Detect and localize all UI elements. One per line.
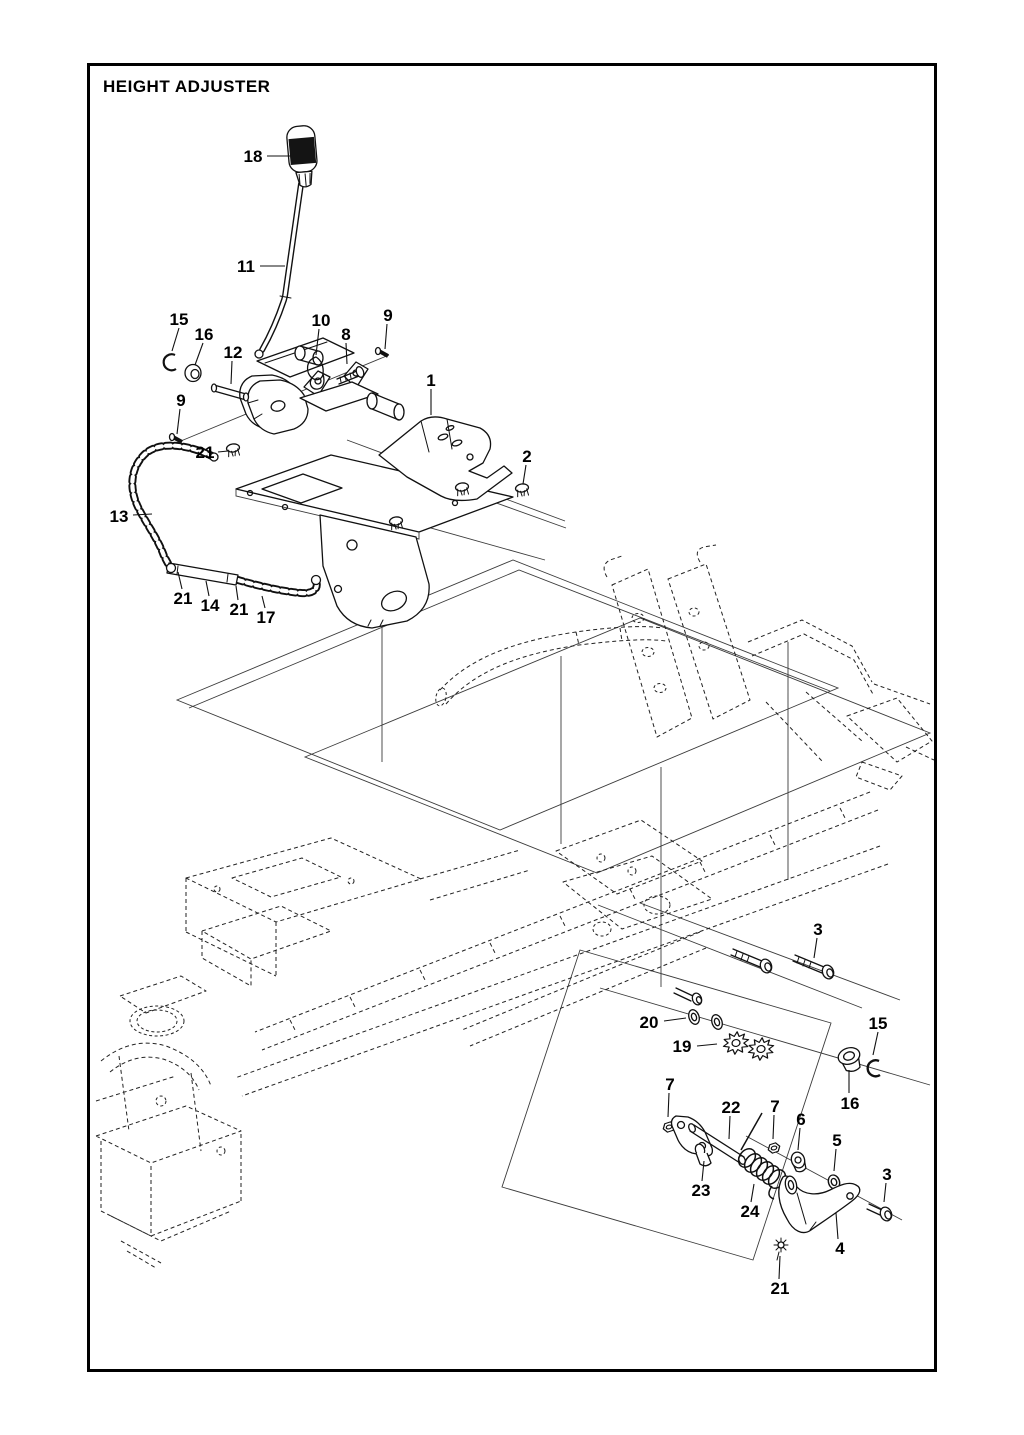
steering-tube	[440, 627, 666, 704]
callout-label-16: 16	[194, 325, 214, 344]
callout-leader-15	[172, 328, 179, 351]
callout-leader-5	[834, 1149, 836, 1171]
callout-label-21: 21	[195, 443, 215, 462]
callout-leader-17	[262, 596, 265, 608]
callout-leader-9	[177, 409, 180, 434]
callout-label-18: 18	[243, 147, 263, 166]
callout-label-17: 17	[256, 608, 276, 627]
callout-label-24: 24	[740, 1202, 760, 1221]
callout-label-9: 9	[383, 306, 393, 325]
fastener-axis-group	[674, 949, 880, 1076]
callout-label-5: 5	[832, 1131, 842, 1150]
callout-label-2: 2	[522, 447, 532, 466]
callout-leader-16	[195, 343, 203, 365]
callout-label-21: 21	[229, 600, 249, 619]
callout-label-15: 15	[868, 1014, 888, 1033]
callout-label-13: 13	[109, 507, 129, 526]
callout-leader-21	[779, 1256, 780, 1279]
callout-leader-13	[133, 514, 152, 515]
callout-label-23: 23	[691, 1181, 711, 1200]
bolt-3	[731, 949, 762, 967]
callout-label-7: 7	[770, 1097, 780, 1116]
page-border	[89, 65, 936, 1371]
star-washer-19	[721, 1029, 752, 1056]
callout-label-3: 3	[882, 1165, 892, 1184]
callout-leader-19	[697, 1044, 717, 1046]
clip-21	[774, 1238, 788, 1260]
callout-leader-21	[236, 586, 238, 600]
callout-label-8: 8	[341, 325, 351, 344]
callout-leader-3	[884, 1183, 886, 1202]
callout-label-4: 4	[835, 1239, 845, 1258]
page-title: HEIGHT ADJUSTER	[103, 77, 271, 96]
callout-leader-20	[664, 1018, 686, 1021]
nut-2	[515, 483, 530, 497]
callout-leader-7	[668, 1093, 669, 1117]
callout-leader-8	[346, 343, 347, 364]
callout-leader-4	[836, 1213, 838, 1239]
callout-label-16: 16	[840, 1094, 860, 1113]
knob-18	[286, 125, 319, 188]
callout-leader-15	[873, 1032, 878, 1055]
flange-bolt	[674, 988, 693, 1001]
callout-label-10: 10	[311, 311, 331, 330]
callout-leader-12	[231, 361, 232, 384]
lever-assembly	[164, 125, 404, 457]
callout-leader-6	[798, 1128, 800, 1150]
callout-label-14: 14	[200, 596, 220, 615]
callout-leader-21	[218, 451, 228, 452]
washer-20	[687, 1008, 701, 1025]
callout-label-22: 22	[721, 1098, 741, 1117]
retainer-clip-15	[164, 354, 176, 370]
frame-rails	[235, 792, 888, 1096]
callout-leader-14	[206, 581, 209, 596]
callout-label-20: 20	[639, 1013, 659, 1032]
callout-label-11: 11	[237, 257, 255, 276]
callout-label-9: 9	[176, 391, 186, 410]
callout-label-12: 12	[223, 343, 243, 362]
bushing-16	[836, 1045, 864, 1074]
callout-leader-22	[729, 1116, 730, 1139]
callout-leader-9	[385, 324, 387, 349]
callout-label-19: 19	[672, 1037, 692, 1056]
callout-leader-7	[773, 1115, 774, 1139]
lever-shaft-11	[262, 184, 301, 350]
callout-label-7: 7	[665, 1075, 675, 1094]
lever-plate	[257, 338, 354, 377]
chassis-front	[96, 838, 421, 1268]
chassis-outline	[96, 545, 934, 1268]
callouts	[110, 147, 892, 1298]
chain-13	[132, 446, 214, 569]
callout-label-21: 21	[770, 1279, 790, 1298]
callout-leader-2	[523, 465, 526, 484]
callout-label-15: 15	[169, 310, 189, 329]
callout-leader-3	[814, 938, 817, 958]
callout-label-21: 21	[173, 589, 193, 608]
callout-label-6: 6	[796, 1110, 806, 1129]
callout-label-1: 1	[426, 371, 436, 390]
push-nut-21	[226, 443, 241, 457]
callout-label-3: 3	[813, 920, 823, 939]
chain-group	[132, 446, 320, 594]
anchor-plate	[672, 1116, 713, 1156]
washer	[710, 1013, 724, 1030]
star-washer-19	[746, 1035, 777, 1062]
callout-leader-24	[751, 1184, 754, 1202]
hanging-bracket	[320, 515, 429, 628]
spacer-6	[789, 1150, 808, 1173]
nut-7	[767, 1142, 781, 1154]
